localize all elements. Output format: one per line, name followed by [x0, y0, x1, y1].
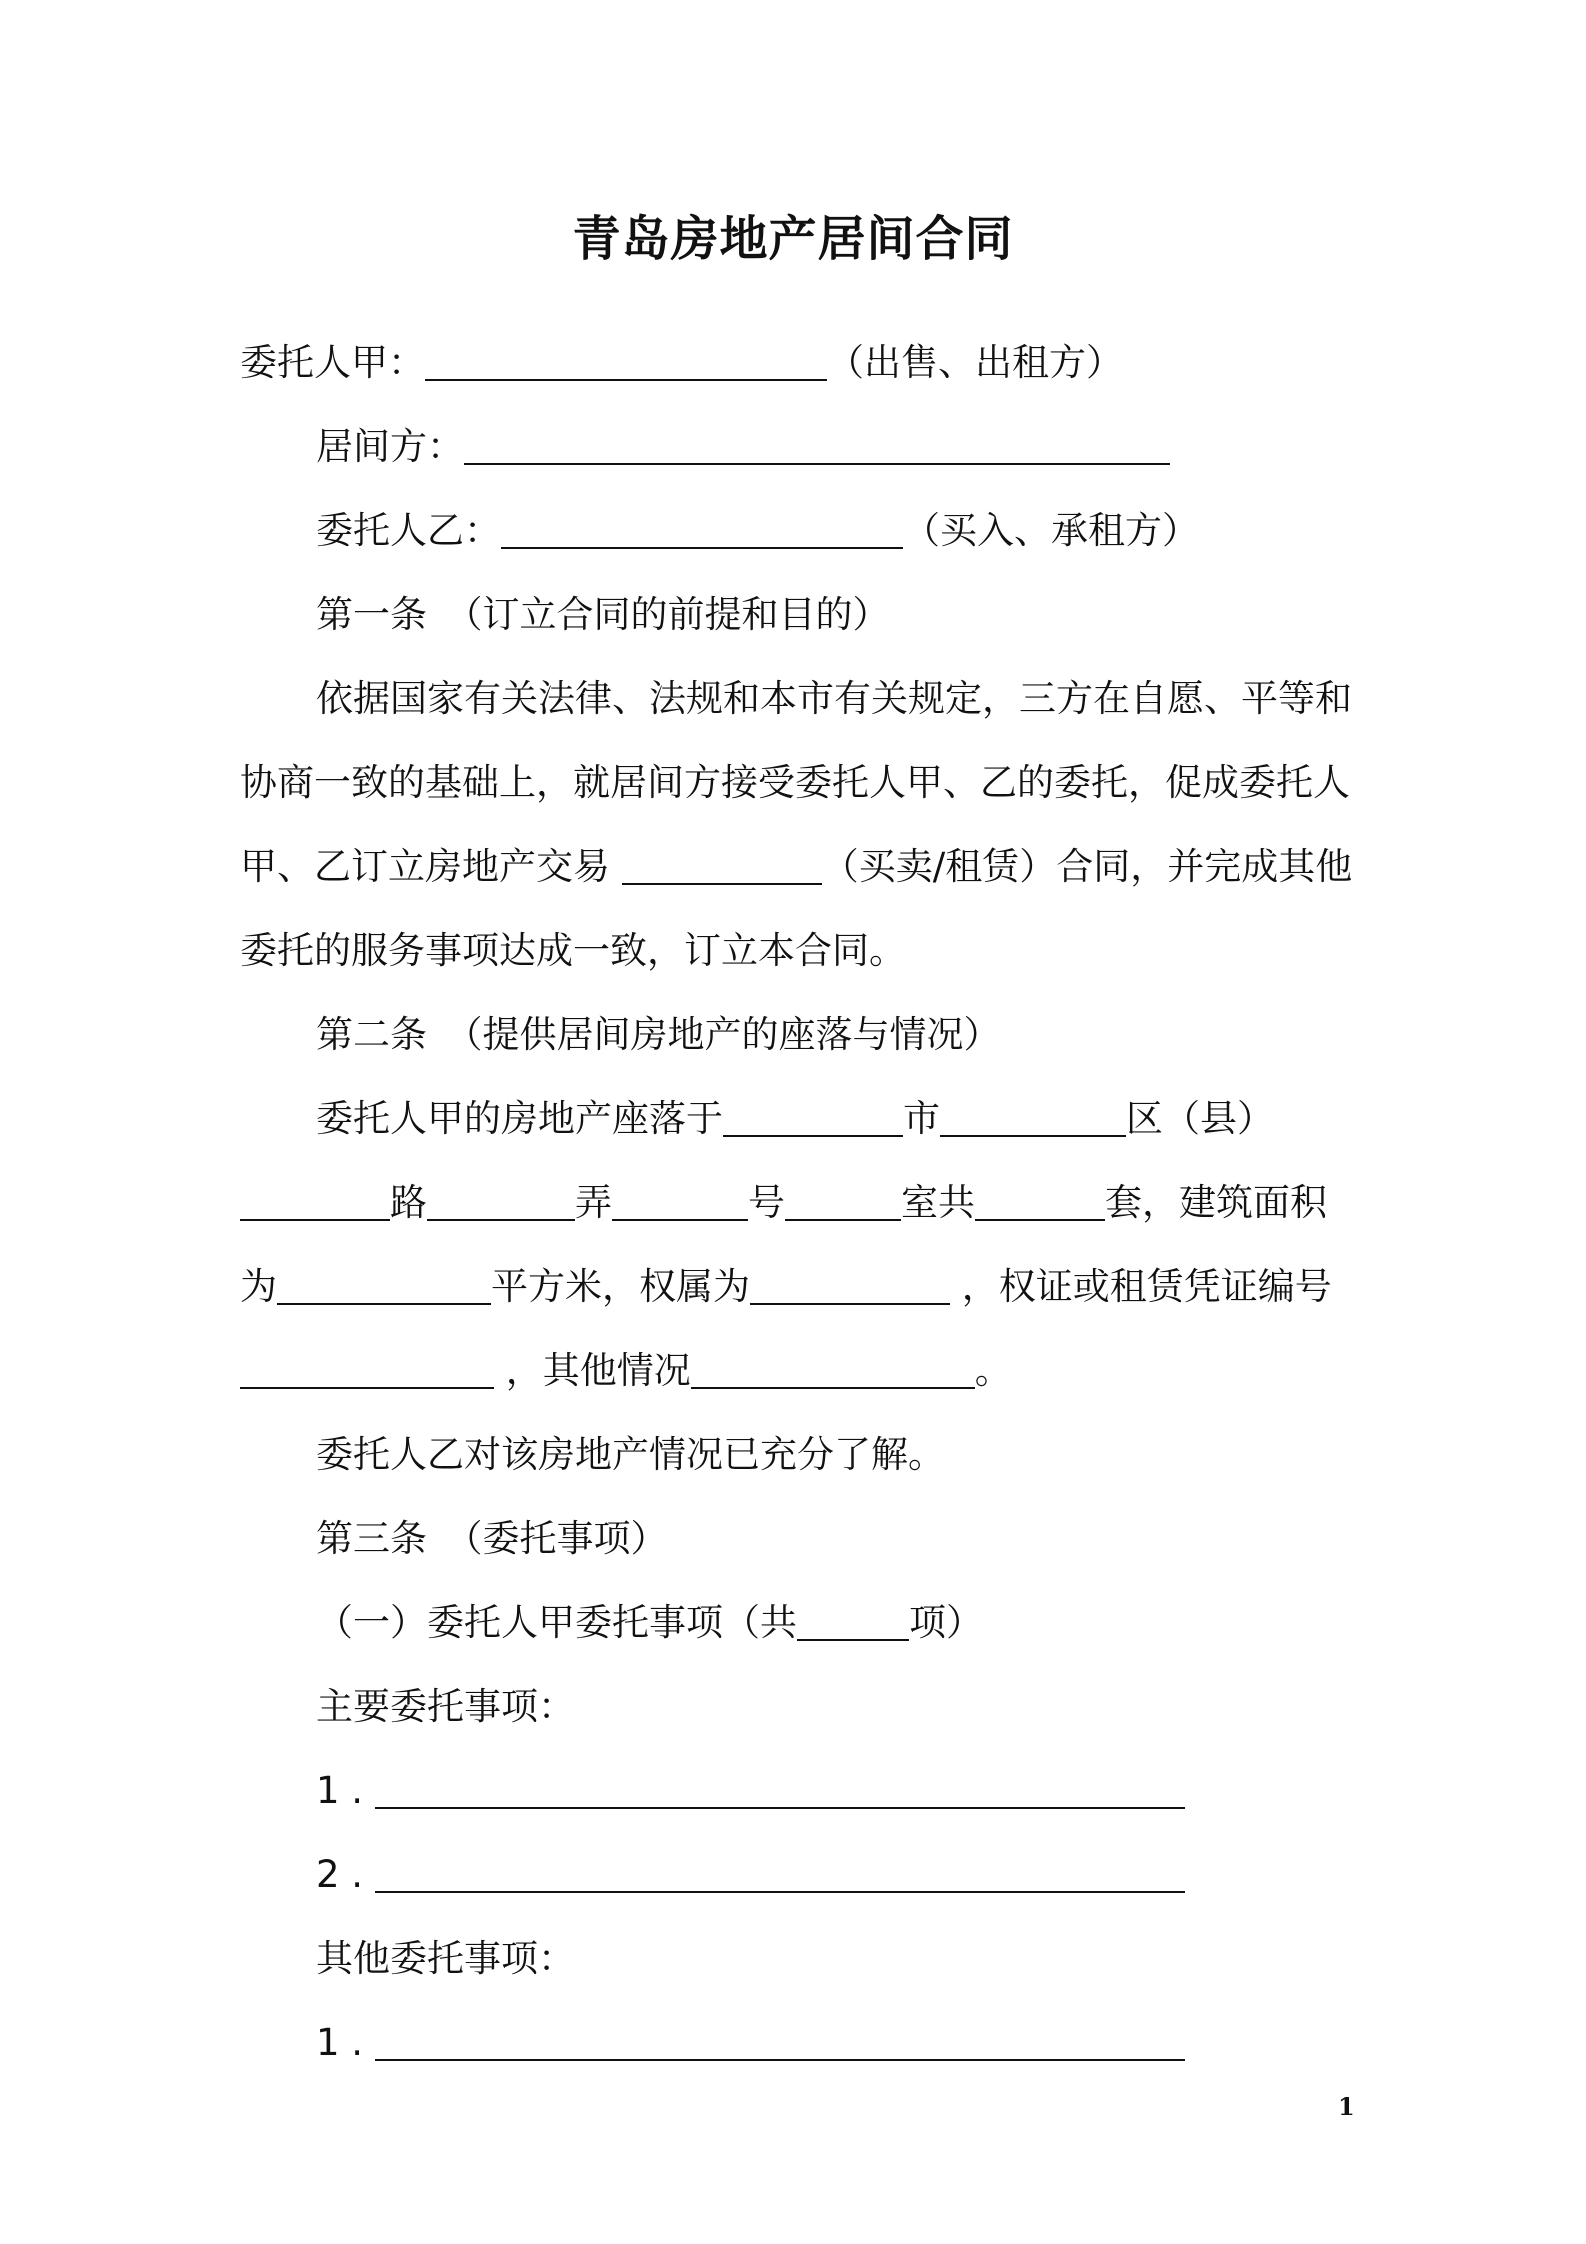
- article2-heading: 第二条 （提供居间房地产的座落与情况）: [316, 1013, 1001, 1056]
- main-item-1: [316, 1763, 1185, 1819]
- party-b-line: [316, 503, 1199, 559]
- article2-line4-text-a: ，其他情况: [494, 1349, 691, 1392]
- units-blank[interactable]: [975, 1179, 1105, 1221]
- article2-line1-text-a: 委托人甲的房地产座落于: [316, 1097, 723, 1140]
- party-b-suffix: （买入、承租方）: [903, 509, 1199, 552]
- article3-sub1-text-b: 项）: [909, 1601, 983, 1644]
- lane-label: 弄: [575, 1181, 612, 1224]
- other-items-label: 其他委托事项：: [316, 1937, 575, 1980]
- article2-line3-text-c: ，权证或租赁凭证编号: [950, 1265, 1332, 1308]
- article2-line1-text-b: 市: [903, 1097, 940, 1140]
- article2-line3-text-a: 为: [240, 1265, 277, 1308]
- article1-line3: [240, 839, 1352, 895]
- units-label: 套，建筑面积: [1105, 1181, 1327, 1224]
- article1-line3-text-a: 甲、乙订立房地产交易: [240, 845, 622, 888]
- party-a-label: 委托人甲：: [240, 341, 425, 384]
- article2-line3: [240, 1259, 1332, 1315]
- article3-heading: 第三条 （委托事项）: [316, 1517, 668, 1560]
- ownership-blank[interactable]: [750, 1263, 950, 1305]
- article3-sub1: [316, 1595, 983, 1651]
- party-a-suffix: （出售、出租方）: [827, 341, 1123, 384]
- room-blank[interactable]: [785, 1179, 901, 1221]
- number-blank[interactable]: [612, 1179, 748, 1221]
- party-b-blank[interactable]: [501, 507, 903, 549]
- intermediary-label: 居间方：: [316, 425, 464, 468]
- intermediary-line: [316, 419, 1170, 475]
- article2-line1: [316, 1091, 1274, 1147]
- article2-line2: [240, 1175, 1327, 1231]
- intermediary-blank[interactable]: [464, 423, 1170, 465]
- main-item-1-blank[interactable]: [375, 1767, 1185, 1809]
- article3-sub1-text-a: （一）委托人甲委托事项（共: [316, 1601, 797, 1644]
- other-item-1-blank[interactable]: [375, 2019, 1185, 2061]
- city-blank[interactable]: [723, 1095, 903, 1137]
- article1-line1: 依据国家有关法律、法规和本市有关规定，三方在自愿、平等和: [316, 677, 1352, 720]
- party-a-line: [240, 335, 1123, 391]
- lane-blank[interactable]: [427, 1179, 575, 1221]
- main-items-label: 主要委托事项：: [316, 1685, 575, 1728]
- main-item-2-blank[interactable]: [375, 1851, 1185, 1893]
- room-label: 室共: [901, 1181, 975, 1224]
- article1-line2: 协商一致的基础上，就居间方接受委托人甲、乙的委托，促成委托人: [240, 761, 1350, 804]
- district-blank[interactable]: [940, 1095, 1126, 1137]
- item-count-blank[interactable]: [797, 1599, 909, 1641]
- party-b-label: 委托人乙：: [316, 509, 501, 552]
- article2-line3-text-b: 平方米，权属为: [491, 1265, 750, 1308]
- certificate-number-blank[interactable]: [240, 1347, 494, 1389]
- article2-line4: [240, 1343, 1012, 1399]
- road-blank[interactable]: [240, 1179, 390, 1221]
- main-item-2: [316, 1847, 1185, 1903]
- article2-line4-text-b: 。: [974, 1349, 1012, 1392]
- road-label: 路: [390, 1181, 427, 1224]
- article2-line1-text-c: 区（县）: [1126, 1097, 1274, 1140]
- document-title: 青岛房地产居间合同: [572, 211, 1014, 267]
- article1-heading: 第一条 （订立合同的前提和目的）: [316, 593, 890, 636]
- other-info-blank[interactable]: [691, 1347, 975, 1389]
- other-item-1-number: 1 .: [316, 2021, 364, 2064]
- page-number: 1: [1338, 2092, 1355, 2121]
- article1-line3-text-b: （买卖/租赁）合同，并完成其他: [821, 845, 1353, 888]
- main-item-1-number: 1 .: [316, 1769, 364, 1812]
- article2-line5: 委托人乙对该房地产情况已充分了解。: [316, 1433, 945, 1476]
- main-item-2-number: 2 .: [316, 1853, 364, 1896]
- article1-line4: 委托的服务事项达成一致，订立本合同。: [240, 929, 906, 972]
- other-item-1: [316, 2015, 1185, 2071]
- area-blank[interactable]: [277, 1263, 491, 1305]
- contract-type-blank[interactable]: [622, 843, 822, 885]
- party-a-blank[interactable]: [425, 339, 827, 381]
- number-label: 号: [748, 1181, 785, 1224]
